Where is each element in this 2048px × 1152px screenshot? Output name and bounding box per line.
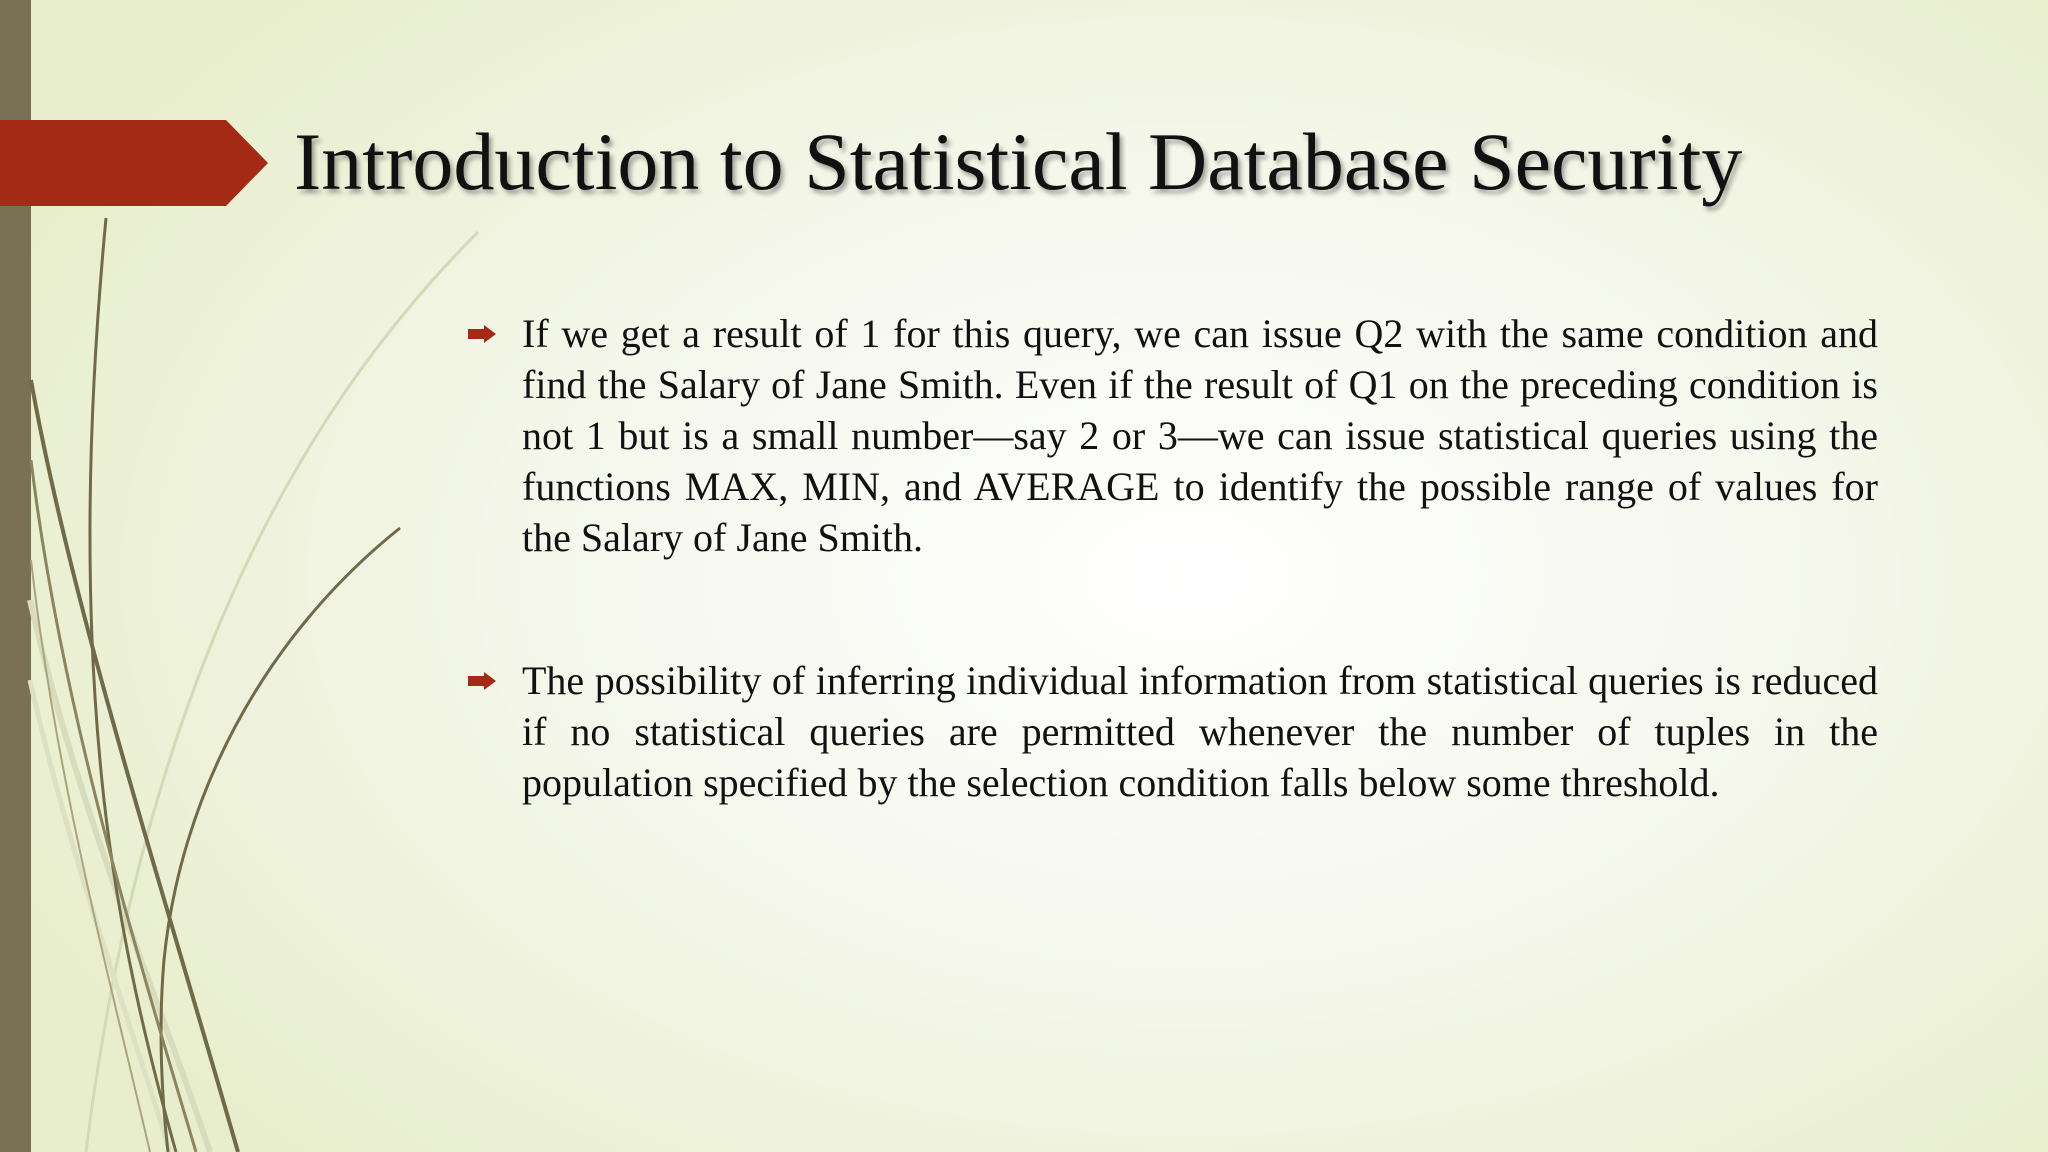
bullet-list [466,308,1878,808]
slide-title: Introduction to Statistical Database Security [294,116,1743,207]
bullet-item [466,655,1878,808]
arrow-bullet-icon [466,324,498,344]
title-accent-arrow [0,120,268,206]
bullet-item [466,308,1878,563]
arrow-bullet-icon [466,671,498,691]
bullet-text: The possibility of inferring individual information from statistical queries is reduced if no statistical queries are permitted whenever the number of tuples in the population specified by the selection condition falls below some threshold. [522,658,1878,805]
bullet-text: If we get a result of 1 for this query, we can issue Q2 with the same condition and find the Salary of Jane Smith. Even if the result of Q1 on the preceding condition is not 1 but is a small number—say 2 or 3—we can issue statistical queries using the functions MAX, MIN, and AVERAGE to identify the possible range of values for the Salary of Jane Smith. [522,311,1878,560]
